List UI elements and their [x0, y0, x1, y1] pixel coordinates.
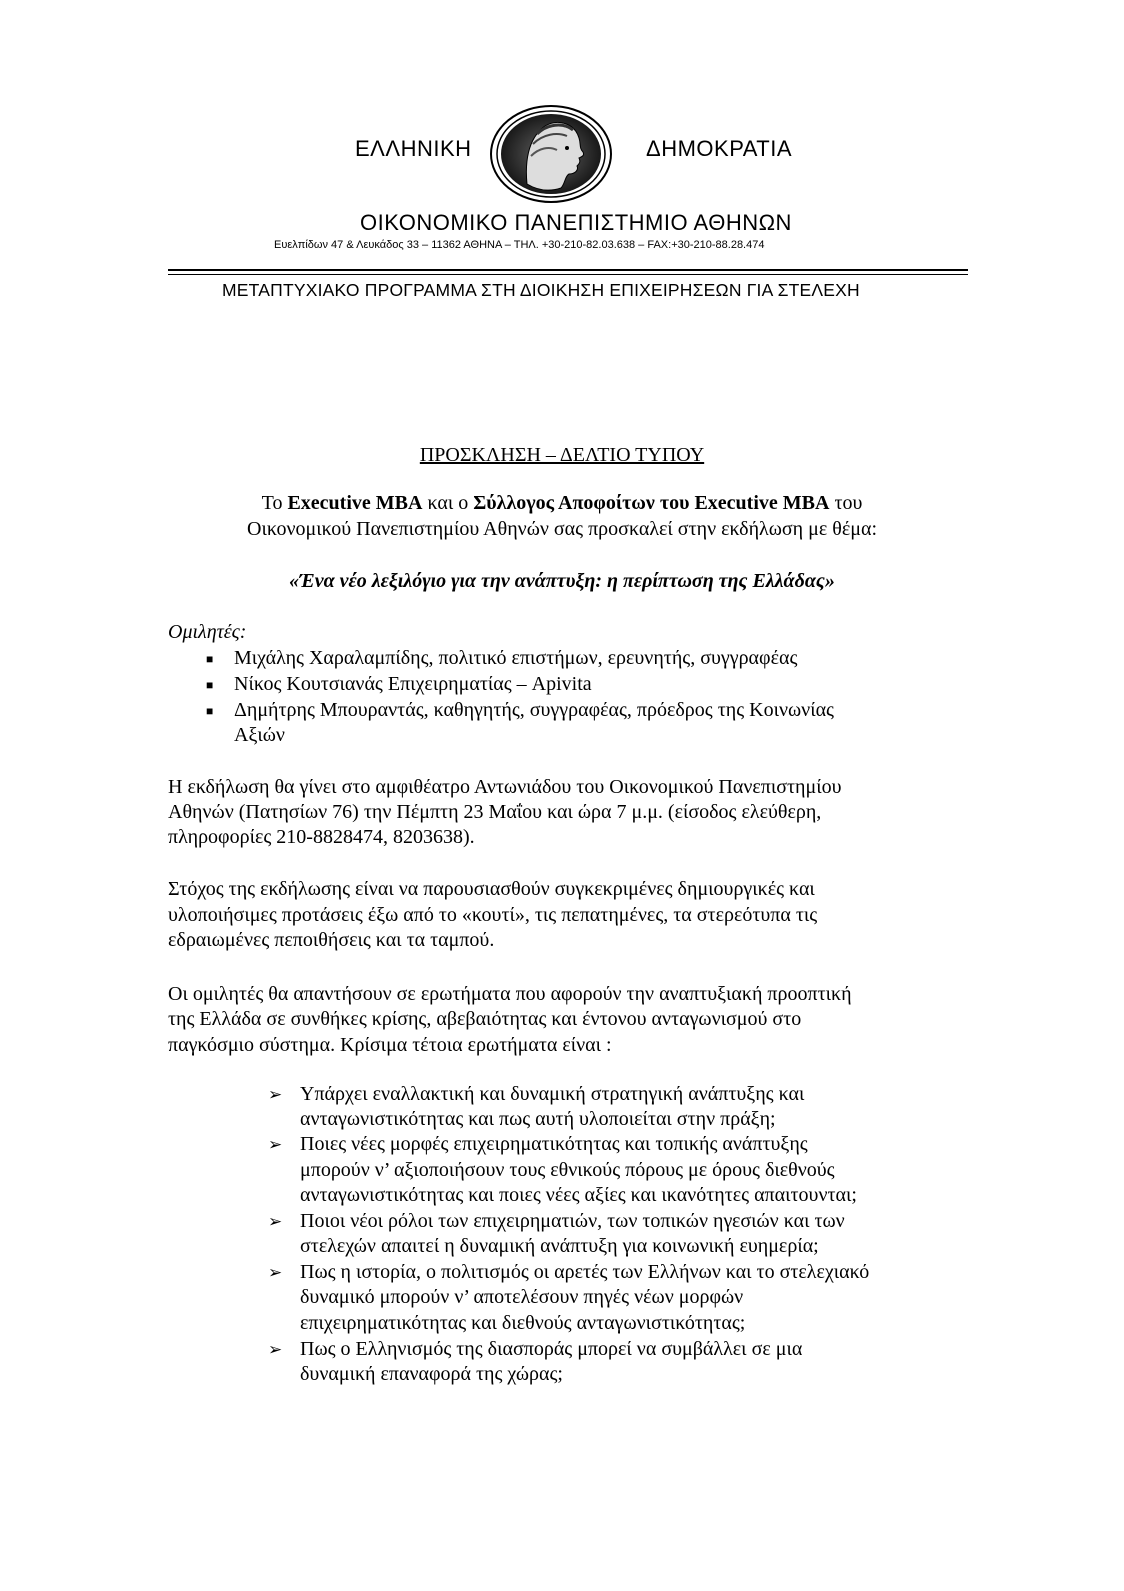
- question-item-line: Ποιες νέες μορφές επιχειρηματικότητας και τοπικής ανάπτυξης: [300, 1133, 808, 1155]
- question-item-line: δυναμικό μπορούν ν’ αποτελέσουν πηγές νέων μορφών: [300, 1286, 744, 1308]
- question-item-line: δυναμική επαναφορά της χώρας;: [300, 1363, 563, 1385]
- header-divider-thick: [168, 269, 968, 271]
- question-item-line: Ποιοι νέοι ρόλοι των επιχειρηματιών, των τοπικών ηγεσιών και των: [300, 1210, 845, 1232]
- speaker-item: Νίκος Κουτσιανάς Επιχειρηματίας – Apivita: [234, 673, 592, 695]
- arrow-bullet-icon: ➢: [268, 1212, 283, 1231]
- arrow-bullet-icon: ➢: [268, 1263, 283, 1282]
- event-topic: «Ένα νέο λεξιλόγιο για την ανάπτυξη: η περίπτωση της Ελλάδας»: [289, 570, 835, 592]
- event-paragraph-line: Η εκδήλωση θα γίνει στο αμφιθέατρο Αντωνιάδου του Οικονομικού Πανεπιστημίου: [168, 776, 842, 798]
- questions-intro-line: παγκόσμιο σύστημα. Κρίσιμα τέτοια ερωτήματα είναι :: [168, 1034, 612, 1056]
- intro-line-2: Οικονομικού Πανεπιστημίου Αθηνών σας προσκαλεί στην εκδήλωση με θέμα:: [247, 518, 877, 540]
- question-item-line: Πως ο Ελληνισμός της διασποράς μπορεί να συμβάλλει σε μια: [300, 1338, 803, 1360]
- university-name: ΟΙΚΟΝΟΜΙΚΟ ΠΑΝΕΠΙΣΤΗΜΙΟ ΑΘΗΝΩΝ: [360, 210, 792, 235]
- event-paragraph-line: πληροφορίες 210-8828474, 8203638).: [168, 826, 475, 848]
- bullet-square-icon: ■: [206, 704, 214, 718]
- bullet-square-icon: ■: [206, 678, 214, 692]
- bullet-square-icon: ■: [206, 652, 214, 666]
- goal-paragraph-line: Στόχος της εκδήλωσης είναι να παρουσιασθούν συγκεκριμένες δημιουργικές και: [168, 878, 815, 900]
- question-item-line: επιχειρηματικότητας και διεθνούς ανταγωνιστικότητας;: [300, 1312, 746, 1334]
- question-item-line: στελεχών απαιτεί η δυναμική ανάπτυξη για κοινωνική ευημερία;: [300, 1235, 819, 1257]
- arrow-bullet-icon: ➢: [268, 1340, 283, 1359]
- goal-paragraph-line: εδραιωμένες πεποιθήσεις και τα ταμπού.: [168, 929, 495, 951]
- header-right-text: ΔΗΜΟΚΡΑΤΙΑ: [646, 136, 793, 161]
- event-paragraph-line: Αθηνών (Πατησίων 76) την Πέμπτη 23 Μαΐου και ώρα 7 μ.μ. (είσοδος ελεύθερη,: [168, 801, 822, 823]
- university-address: Ευελπίδων 47 & Λευκάδος 33 – 11362 ΑΘΗΝΑ – ΤΗΛ. +30-210-82.03.638 – FAX:+30-210-88.28.474: [274, 239, 765, 251]
- program-name: ΜΕΤΑΠΤΥΧΙΑΚΟ ΠΡΟΓΡΑΜΜΑ ΣΤΗ ΔΙΟΙΚΗΣΗ ΕΠΙΧΕΙΡΗΣΕΩΝ ΓΙΑ ΣΤΕΛΕΧΗ: [222, 280, 860, 300]
- speaker-item: Μιχάλης Χαραλαμπίδης, πολιτικό επιστήμων, ερευνητής, συγγραφέας: [234, 647, 798, 669]
- arrow-bullet-icon: ➢: [268, 1085, 283, 1104]
- question-item-line: ανταγωνιστικότητας και πως αυτή υλοποιείται στην πράξη;: [300, 1108, 776, 1130]
- intro-line-1: Το Executive MBA και ο Σύλλογος Αποφοίτων του Executive MBA του: [261, 492, 863, 514]
- speakers-label: Ομιλητές:: [168, 621, 247, 643]
- question-item-line: ανταγωνιστικότητας και ποιες νέες αξίες και ικανότητες απαιτουνται;: [300, 1184, 857, 1206]
- question-item-line: μπορούν ν’ αξιοποιήσουν τους εθνικούς πόρους με όρους διεθνούς: [300, 1159, 835, 1181]
- header-left-text: ΕΛΛΗΝΙΚΗ: [355, 136, 472, 161]
- arrow-bullet-icon: ➢: [268, 1135, 283, 1154]
- question-item-line: Υπάρχει εναλλακτική και δυναμική στρατηγική ανάπτυξης και: [300, 1083, 805, 1105]
- questions-intro-line: Οι ομιλητές θα απαντήσουν σε ερωτήματα που αφορούν την αναπτυξιακή προοπτική: [168, 983, 852, 1005]
- university-seal-logo: [487, 104, 615, 204]
- header-divider-thin: [168, 274, 968, 275]
- questions-intro-line: της Ελλάδα σε συνθήκες κρίσης, αβεβαιότητας και έντονου ανταγωνισμού στο: [168, 1008, 802, 1030]
- speaker-item: Δημήτρης Μπουραντάς, καθηγητής, συγγραφέας, πρόεδρος της Κοινωνίας: [234, 699, 834, 721]
- goal-paragraph-line: υλοποιήσιμες προτάσεις έξω από το «κουτί», τις πεπατημένες, τα στερεότυπα τις: [168, 904, 818, 926]
- document-title: ΠΡΟΣΚΛΗΣΗ – ΔΕΛΤΙΟ ΤΥΠΟΥ: [419, 444, 705, 466]
- question-item-line: Πως η ιστορία, ο πολιτισμός οι αρετές των Ελλήνων και το στελεχιακό: [300, 1261, 870, 1283]
- speaker-item-continuation: Αξιών: [234, 724, 285, 746]
